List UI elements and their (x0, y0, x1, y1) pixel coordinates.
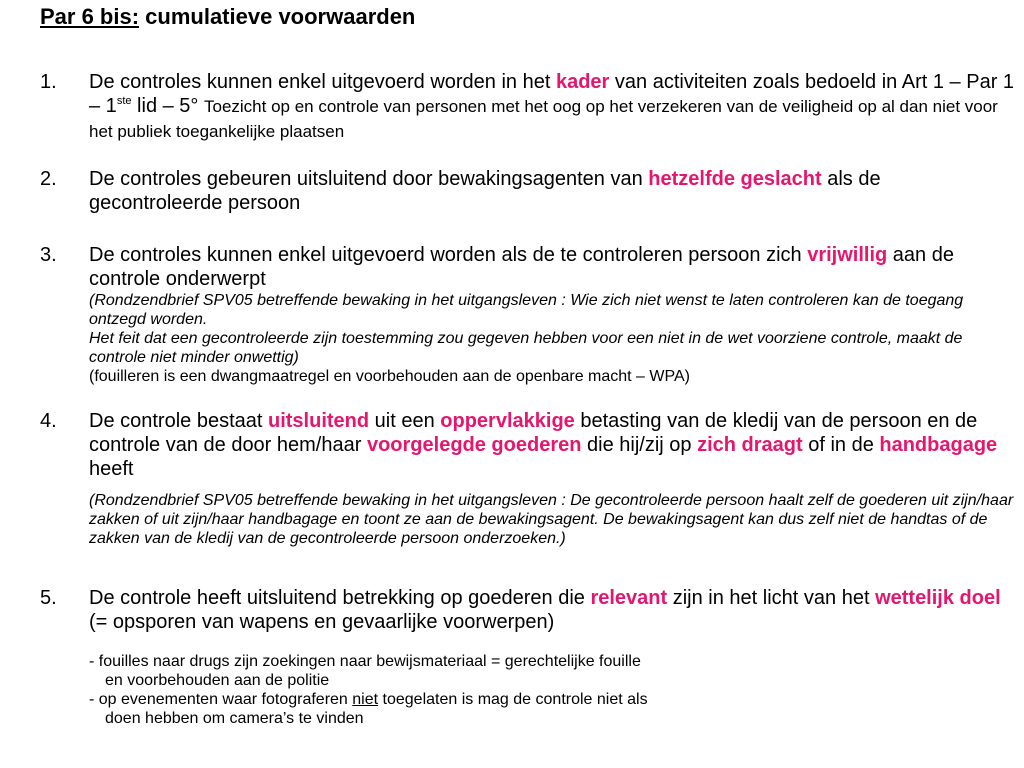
text-run: De controle bestaat (89, 410, 268, 432)
item-body (89, 70, 1019, 144)
text-run: als de gecontroleerde persoon (89, 168, 881, 214)
highlight-term: zich draagt (697, 434, 803, 456)
item-number: 5. (40, 587, 57, 609)
underlined-word: niet (352, 691, 379, 708)
highlight-term: uitsluitend (268, 410, 370, 432)
text-run: betasting van de kledij van de persoon en de controle van de door hem/haar (89, 410, 978, 456)
slide-title (40, 3, 415, 31)
text-run: - op evenementen waar fotograferen (89, 691, 353, 708)
item-remark: (fouilleren is een dwangmaatregel en voorbehouden aan de openbare macht – WPA) (89, 368, 690, 385)
item-text (89, 243, 1019, 291)
text-run: heeft (89, 458, 134, 480)
highlight-term: handbagage (879, 434, 998, 456)
text-run-small: Toezicht op en controle van personen met het oog op het verzekeren van de veiligheid op al dan niet voor het publiek toegankelijke plaatsen (89, 97, 998, 141)
sub-bullet-continuation: en voorbehouden aan de politie (105, 672, 330, 689)
highlight-term: relevant (590, 587, 668, 609)
item-text (89, 586, 1019, 634)
item-body (89, 586, 1019, 728)
text-run: die hij/zij op (581, 434, 698, 456)
title-text: cumulatieve voorwaarden (139, 4, 416, 29)
item-number: 3. (40, 244, 57, 266)
highlight-term: kader (555, 71, 610, 93)
text-run: zijn in het licht van het (667, 587, 876, 609)
highlight-term: voorgelegde goederen (366, 434, 582, 456)
item-note: (Rondzendbrief SPV05 betreffende bewaking in het uitgangsleven : De gecontroleerde persoon haalt zelf de goederen uit zijn/haar zakken of uit zijn/haar handbagage en toont ze aan de bewakingsagent. De bewakingsagent kan dus zelf niet de handtas of de zakken van de kledij van de gecontroleerde persoon onderzoeken.) (89, 492, 1014, 547)
sub-bullet: - fouilles naar drugs zijn zoekingen naar bewijsmateriaal = gerechtelijke fouille (89, 653, 641, 670)
item-number: 1. (40, 71, 57, 93)
item-note: (Rondzendbrief SPV05 betreffende bewaking in het uitgangsleven : Wie zich niet wenst te laten controleren kan de toegang ontzegd worden. (89, 292, 964, 328)
text-run: De controles kunnen enkel uitgevoerd worden in het (89, 71, 556, 93)
highlight-term: wettelijk doel (875, 587, 1001, 609)
text-run: toegelaten is mag de controle niet als (378, 691, 648, 708)
text-run: van activiteiten zoals bedoeld in Art 1 – Par 1 – 1 (89, 71, 1015, 117)
item-body (89, 409, 1019, 548)
item-text (89, 409, 1019, 481)
title-paragraph-ref: Par 6 bis: (40, 4, 140, 29)
text-run: aan de controle onderwerpt (89, 244, 954, 290)
item-number: 4. (40, 410, 57, 432)
item-text (89, 167, 1019, 215)
item-body (89, 243, 1019, 386)
sub-bullets (89, 652, 1019, 728)
text-run: lid – 5° (131, 95, 204, 117)
highlight-term: hetzelfde geslacht (648, 168, 822, 190)
item-body (89, 167, 1019, 215)
superscript: ste (116, 95, 132, 107)
sub-bullet (89, 690, 1019, 709)
highlight-term: oppervlakkige (440, 410, 575, 432)
item-note: Het feit dat een gecontroleerde zijn toestemming zou gegeven hebben voor een niet in de wet voorziene controle, maakt de controle niet minder onwettig) (89, 330, 963, 366)
item-number: 2. (40, 168, 57, 190)
text-run: De controle heeft uitsluitend betrekking op goederen die (89, 587, 591, 609)
text-run: De controles kunnen enkel uitgevoerd worden als de te controleren persoon zich (89, 244, 808, 266)
text-run: uit een (369, 410, 441, 432)
sub-bullet-continuation: doen hebben om camera’s te vinden (105, 710, 364, 727)
text-run: of in de (802, 434, 880, 456)
highlight-term: vrijwillig (807, 244, 888, 266)
item-text (89, 70, 1019, 144)
text-run: (= opsporen van wapens en gevaarlijke voorwerpen) (89, 611, 555, 633)
text-run: De controles gebeuren uitsluitend door bewakingsagenten van (89, 168, 649, 190)
